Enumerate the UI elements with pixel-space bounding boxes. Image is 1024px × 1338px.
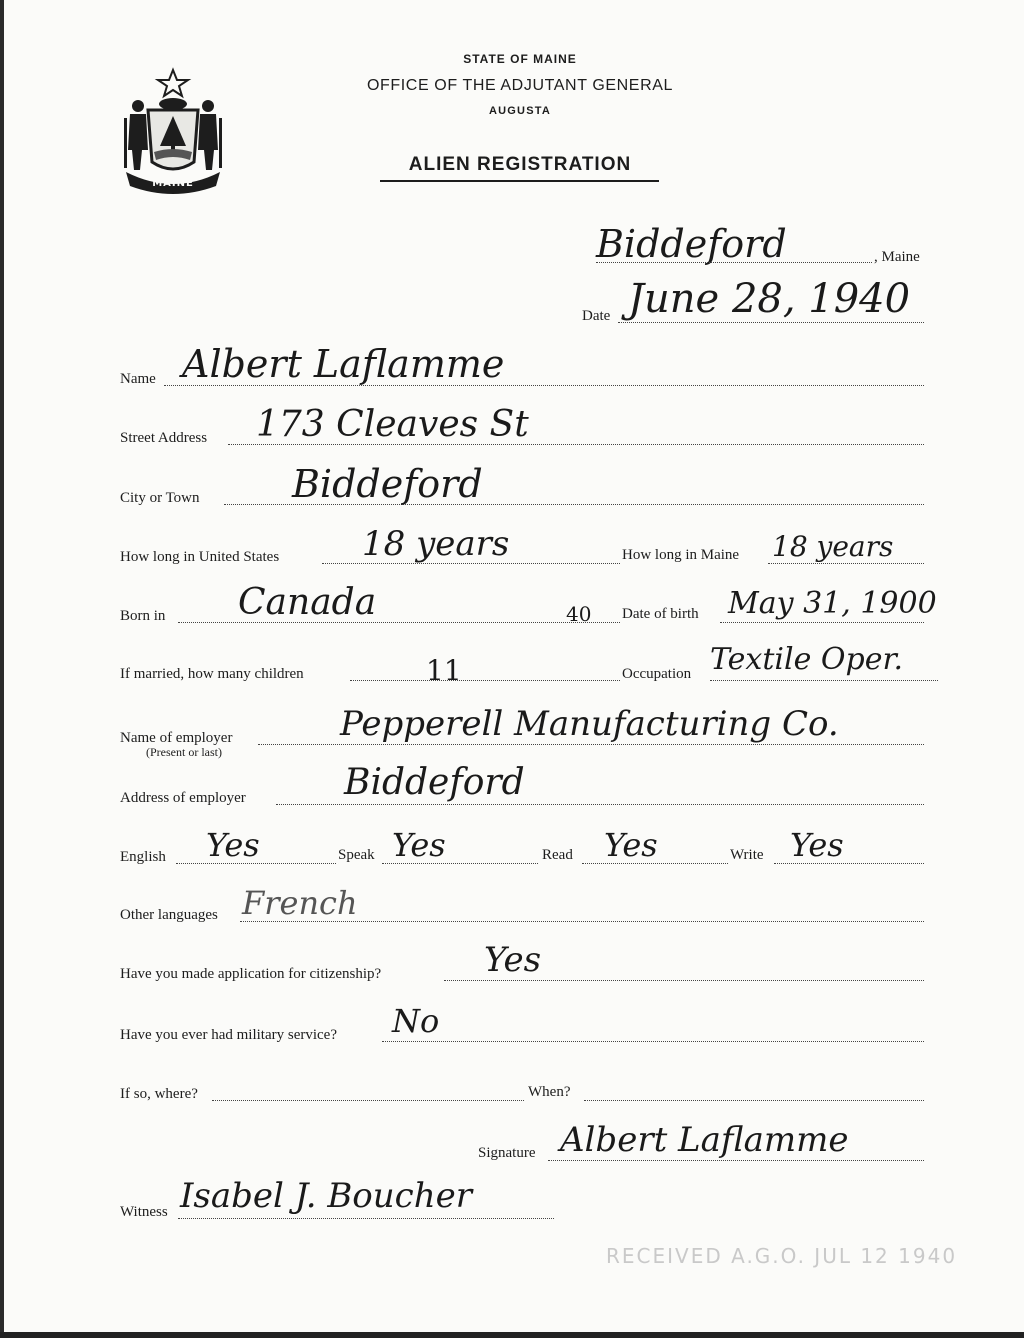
employer-label: Name of employer <box>120 730 233 746</box>
scan-edge-left <box>0 0 4 1338</box>
children-line <box>350 680 620 681</box>
name-value: Albert Laflamme <box>182 342 505 386</box>
street-address-value: 173 Cleaves St <box>256 404 529 445</box>
how-long-maine-label: How long in Maine <box>622 547 740 563</box>
location-suffix: , Maine <box>874 249 920 265</box>
born-in-label: Born in <box>120 608 166 624</box>
signature-line <box>548 1160 924 1161</box>
employer-address-label: Address of employer <box>120 790 246 806</box>
name-label: Name <box>120 371 156 387</box>
header-city: AUGUSTA <box>489 105 551 117</box>
employer-address-value: Biddeford <box>344 762 525 803</box>
svg-text:MAINE: MAINE <box>152 178 194 189</box>
when-line <box>584 1100 924 1101</box>
scan-edge-bottom <box>0 1332 1024 1338</box>
occupation-value: Textile Oper. <box>710 642 904 677</box>
how-long-maine-line <box>768 563 924 564</box>
street-address-label: Street Address <box>120 430 208 446</box>
header-office: OFFICE OF THE ADJUTANT GENERAL <box>366 77 674 94</box>
citizenship-value: Yes <box>484 940 542 980</box>
title-underline <box>380 180 659 182</box>
citizenship-label: Have you made application for citizenship? <box>120 966 382 982</box>
speak-value: Yes <box>392 826 446 864</box>
where-label: If so, where? <box>120 1086 198 1102</box>
witness-value: Isabel J. Boucher <box>180 1176 472 1216</box>
header-state: STATE OF MAINE <box>463 52 577 66</box>
signature-label: Signature <box>478 1145 536 1161</box>
signature-value: Albert Laflamme <box>560 1120 849 1160</box>
where-line <box>212 1100 524 1101</box>
write-label: Write <box>730 847 764 863</box>
date-label: Date <box>582 308 611 324</box>
witness-label: Witness <box>120 1204 168 1220</box>
received-stamp: RECEIVED A.G.O. JUL 12 1940 <box>606 1244 958 1268</box>
date-of-birth-line <box>720 622 924 623</box>
military-line <box>382 1041 924 1042</box>
citizenship-line <box>444 980 924 981</box>
english-value: Yes <box>206 826 260 864</box>
employer-line <box>258 744 924 745</box>
other-languages-value: French <box>242 884 358 922</box>
occupation-line <box>710 680 938 681</box>
state-of-maine-seal-icon <box>118 66 228 194</box>
employer-sublabel: (Present or last) <box>146 745 222 759</box>
when-label: When? <box>528 1084 571 1100</box>
form-title: ALIEN REGISTRATION <box>408 154 632 175</box>
age-note: 40 <box>566 602 592 626</box>
write-value: Yes <box>790 826 844 864</box>
how-long-maine-value: 18 years <box>772 530 894 563</box>
military-value: No <box>392 1002 440 1040</box>
read-label: Read <box>542 847 573 863</box>
date-value: June 28, 1940 <box>628 276 911 322</box>
witness-line <box>178 1218 554 1219</box>
date-of-birth-label: Date of birth <box>622 606 699 622</box>
other-languages-label: Other languages <box>120 907 218 923</box>
children-label: If married, how many children <box>120 666 304 682</box>
employer-address-line <box>276 804 924 805</box>
location-line <box>596 262 872 263</box>
read-value: Yes <box>604 826 658 864</box>
how-long-us-label: How long in United States <box>120 549 280 565</box>
occupation-label: Occupation <box>622 666 692 682</box>
how-long-us-value: 18 years <box>362 524 510 564</box>
english-label: English <box>120 849 166 865</box>
born-in-value: Canada <box>238 582 377 623</box>
military-label: Have you ever had military service? <box>120 1027 337 1043</box>
children-value: 11 <box>426 654 462 687</box>
employer-value: Pepperell Manufacturing Co. <box>340 704 839 744</box>
city-value: Biddeford <box>292 462 483 506</box>
city-label: City or Town <box>120 490 200 506</box>
speak-label: Speak <box>338 847 375 863</box>
date-line <box>618 322 924 323</box>
date-of-birth-value: May 31, 1900 <box>728 586 937 621</box>
location-value: Biddeford <box>596 222 787 266</box>
